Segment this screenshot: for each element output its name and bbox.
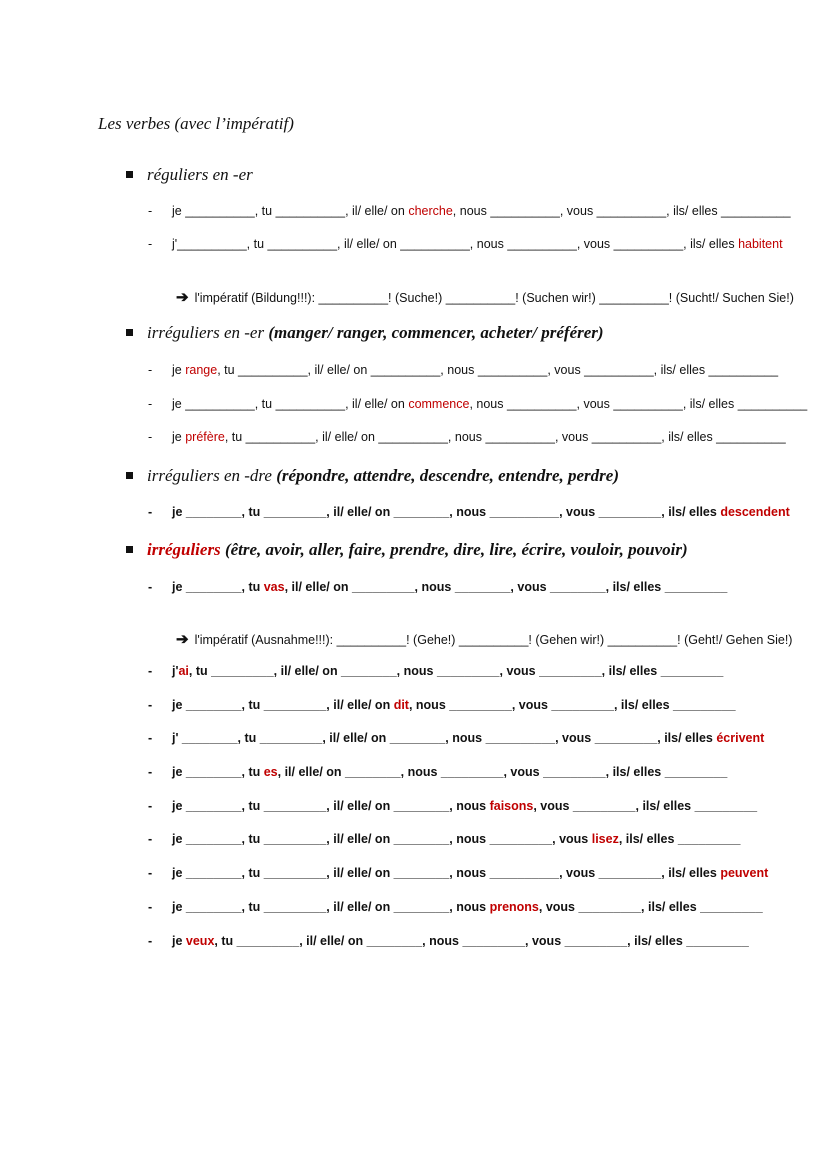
section-irregular-dre [126, 466, 619, 486]
conjugation-row: - je __________, tu __________, il/ elle/ on cherche, nous __________, vous __________, ils/ elles __________ [148, 204, 791, 218]
dash-icon: - [148, 765, 153, 779]
conjugation-row: - j' ________, tu _________, il/ elle/ on ________, nous __________, vous _________, ils/ elles écrivent [148, 731, 765, 745]
conjugation-row: - je ________, tu es, il/ elle/ on ________, nous _________, vous _________, ils/ elles _________ [148, 765, 728, 779]
arrow-right-icon: ➔ [176, 631, 189, 648]
conjugation-row: - je préfère, tu __________, il/ elle/ on __________, nous __________, vous __________, ils/ elles __________ [148, 430, 786, 444]
conjugation-row: - je veux, tu _________, il/ elle/ on ________, nous _________, vous _________, ils/ elles _________ [148, 934, 749, 948]
bullet-icon [126, 472, 133, 479]
section-irregular [126, 540, 688, 560]
conjugation-row: - je ________, tu vas, il/ elle/ on _________, nous ________, vous ________, ils/ elles _________ [148, 580, 728, 594]
dash-icon: - [148, 204, 153, 218]
conjugation-row: - j'ai, tu _________, il/ elle/ on ________, nous _________, vous _________, ils/ elles _________ [148, 664, 724, 678]
conjugation-row: - je ________, tu _________, il/ elle/ on ________, nous __________, vous _________, ils/ elles descendent [148, 505, 790, 519]
bullet-icon [126, 171, 133, 178]
dash-icon: - [148, 397, 153, 411]
dash-icon: - [148, 580, 153, 594]
dash-icon: - [148, 363, 153, 377]
dash-icon: - [148, 505, 153, 519]
section-irregular-er [126, 323, 604, 343]
dash-icon: - [148, 900, 153, 914]
dash-icon: - [148, 866, 153, 880]
section-verb-list: (répondre, attendre, descendre, entendre, perdre) [276, 466, 619, 485]
conjugation-row: - je ________, tu _________, il/ elle/ on ________, nous _________, vous lisez, ils/ elles _________ [148, 832, 741, 846]
imperatif-rule: ➔ l'impératif (Ausnahme!!!): __________! (Gehe!) __________! (Gehen wir!) __________! (Geht!/ Gehen Sie!) [176, 631, 793, 648]
bullet-icon [126, 546, 133, 553]
dash-icon: - [148, 799, 153, 813]
conjugation-row: - je ________, tu _________, il/ elle/ on ________, nous prenons, vous _________, ils/ elles _________ [148, 900, 763, 914]
conjugation-row: - je ________, tu _________, il/ elle/ on ________, nous faisons, vous _________, ils/ elles _________ [148, 799, 758, 813]
page-title: Les verbes (avec l’impératif) [98, 114, 294, 133]
dash-icon: - [148, 731, 153, 745]
conjugation-row: - je ________, tu _________, il/ elle/ on ________, nous __________, vous _________, ils/ elles peuvent [148, 866, 769, 880]
section-name: irréguliers en -dre [147, 466, 272, 485]
dash-icon: - [148, 934, 153, 948]
arrow-right-icon: ➔ [176, 289, 189, 306]
imperatif-rule: ➔ l'impératif (Bildung!!!): __________! (Suche!) __________! (Suchen wir!) __________! (Sucht!/ Suchen Sie!) [176, 289, 794, 306]
conjugation-row: - je range, tu __________, il/ elle/ on __________, nous __________, vous __________, ils/ elles __________ [148, 363, 779, 377]
dash-icon: - [148, 430, 153, 444]
section-name: irréguliers [147, 540, 221, 559]
section-name: réguliers en -er [147, 165, 253, 184]
section-name: irréguliers en -er [147, 323, 265, 342]
section-verb-list: (manger/ ranger, commencer, acheter/ préférer) [268, 323, 604, 342]
dash-icon: - [148, 664, 153, 678]
dash-icon: - [148, 832, 153, 846]
section-verb-list: (être, avoir, aller, faire, prendre, dire, lire, écrire, vouloir, pouvoir) [224, 540, 688, 559]
section-regular-er [126, 165, 253, 185]
conjugation-row: - j'__________, tu __________, il/ elle/ on __________, nous __________, vous __________, ils/ elles habitent [148, 237, 783, 251]
dash-icon: - [148, 237, 153, 251]
conjugation-row: - je __________, tu __________, il/ elle/ on commence, nous __________, vous __________, ils/ elles __________ [148, 397, 808, 411]
conjugation-row: - je ________, tu _________, il/ elle/ on dit, nous _________, vous _________, ils/ elles _________ [148, 698, 736, 712]
bullet-icon [126, 329, 133, 336]
dash-icon: - [148, 698, 153, 712]
